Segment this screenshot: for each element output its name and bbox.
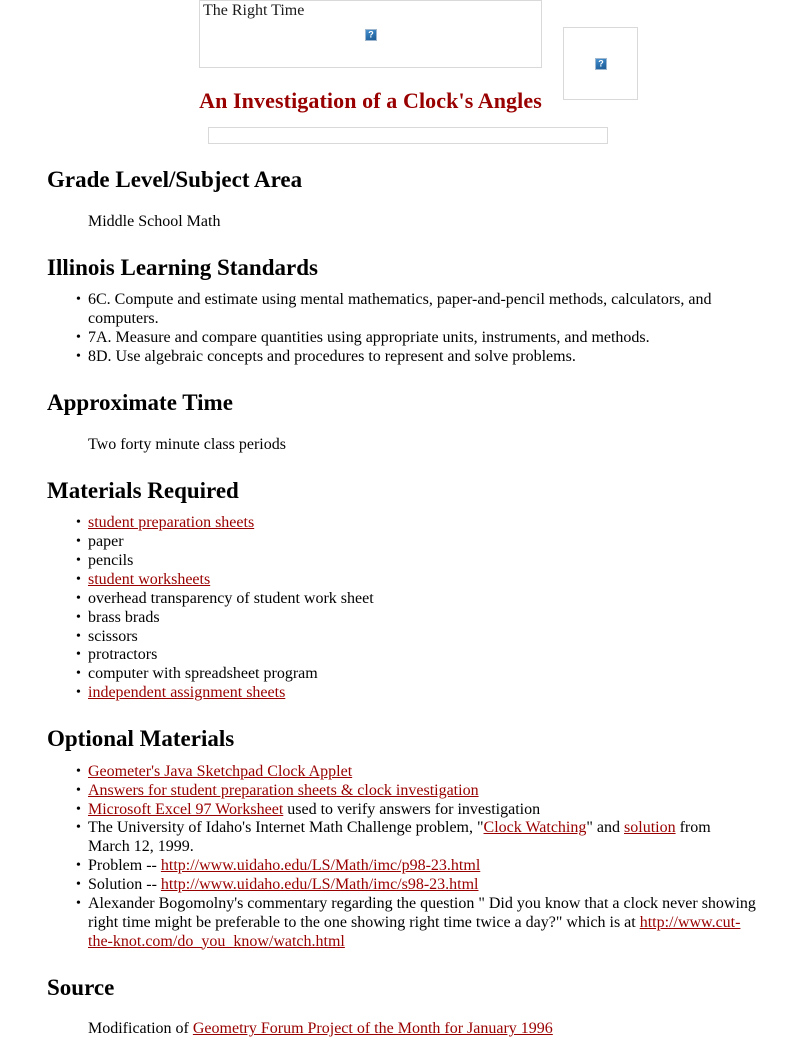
problem-label: Problem -- — [88, 857, 161, 875]
list-item: • protractors — [88, 646, 756, 665]
idaho-challenge-mid: " and — [586, 819, 625, 837]
link-cut-the-knot-url[interactable]: http://www.cut-the-knot.com/do_you_know/watch.html — [88, 913, 741, 950]
approximate-time-text: Two forty minute class periods — [88, 435, 286, 453]
list-item — [88, 514, 756, 533]
list-item — [88, 684, 756, 703]
list-item: • paper — [88, 533, 756, 552]
divider-rule-image-placeholder — [208, 127, 608, 144]
list-item: • 8D. Use algebraic concepts and procedures to represent and solve problems. — [88, 348, 756, 367]
list-item: • 6C. Compute and estimate using mental mathematics, paper-and-pencil methods, calculators, and computers. — [88, 291, 756, 329]
link-geometry-forum-potm[interactable]: Geometry Forum Project of the Month for January 1996 — [192, 1020, 553, 1038]
grade-level-text: Middle School Math — [88, 212, 221, 230]
heading-materials-required: Materials Required — [47, 477, 239, 503]
list-item: • scissors — [88, 628, 756, 647]
idaho-challenge-tail: from March 12, 1999. — [88, 819, 711, 856]
bogomolny-commentary-text: Alexander Bogomolny's commentary regarding the question " Did you know that a clock never showing right time might be preferable to the one showing right time twice a day?" which is at — [88, 894, 756, 931]
link-student-preparation-sheets[interactable]: student preparation sheets — [88, 514, 255, 532]
banner-left-image-placeholder — [199, 0, 542, 68]
link-answers-prep-sheets[interactable]: Answers for student preparation sheets & clock investigation — [88, 781, 479, 799]
list-item — [88, 763, 756, 782]
list-item: • pencils — [88, 552, 756, 571]
broken-image-icon — [365, 29, 377, 41]
lesson-plan-content — [0, 167, 800, 1039]
page-title: An Investigation of a Clock's Angles — [199, 88, 542, 113]
link-excel-97-worksheet[interactable]: Microsoft Excel 97 Worksheet — [88, 800, 284, 818]
link-independent-assignment-sheets[interactable]: independent assignment sheets — [88, 684, 286, 702]
link-solution[interactable]: solution — [624, 819, 676, 837]
link-student-worksheets[interactable]: student worksheets — [88, 570, 211, 588]
link-solution-url[interactable]: http://www.uidaho.edu/LS/Math/imc/s98-23.html — [160, 876, 479, 893]
list-item — [88, 571, 756, 590]
solution-label: Solution -- — [88, 876, 161, 893]
source-text — [88, 1020, 800, 1039]
list-item — [88, 857, 756, 876]
list-item — [88, 801, 756, 820]
idaho-challenge-prefix: The University of Idaho's Internet Math Challenge problem, " — [88, 819, 484, 837]
illinois-standards-list — [0, 291, 800, 367]
source-prefix: Modification of — [88, 1020, 193, 1038]
list-item: • brass brads — [88, 609, 756, 628]
optional-materials-list — [0, 763, 800, 952]
link-clock-watching[interactable]: Clock Watching — [483, 819, 587, 837]
materials-required-list — [0, 514, 800, 703]
banner-left-alt-text: The Right Time — [203, 2, 305, 19]
excel-worksheet-note: used to verify answers for investigation — [283, 800, 541, 818]
link-sketchpad-clock-applet[interactable]: Geometer's Java Sketchpad Clock Applet — [88, 762, 353, 780]
heading-source: Source — [47, 974, 115, 1000]
list-item — [88, 819, 756, 857]
list-item — [88, 782, 756, 801]
link-problem-url[interactable]: http://www.uidaho.edu/LS/Math/imc/p98-23.html — [160, 857, 481, 875]
list-item: • overhead transparency of student work sheet — [88, 590, 756, 609]
page-header-banner — [0, 0, 800, 113]
heading-approximate-time: Approximate Time — [47, 389, 233, 415]
list-item — [88, 876, 756, 895]
list-item: • 7A. Measure and compare quantities using appropriate units, instruments, and methods. — [88, 329, 756, 348]
list-item — [88, 895, 756, 952]
list-item: • computer with spreadsheet program — [88, 665, 756, 684]
heading-illinois-standards: Illinois Learning Standards — [47, 254, 318, 280]
heading-optional-materials: Optional Materials — [47, 726, 235, 751]
broken-image-icon — [595, 58, 607, 70]
heading-grade-level: Grade Level/Subject Area — [47, 167, 303, 192]
